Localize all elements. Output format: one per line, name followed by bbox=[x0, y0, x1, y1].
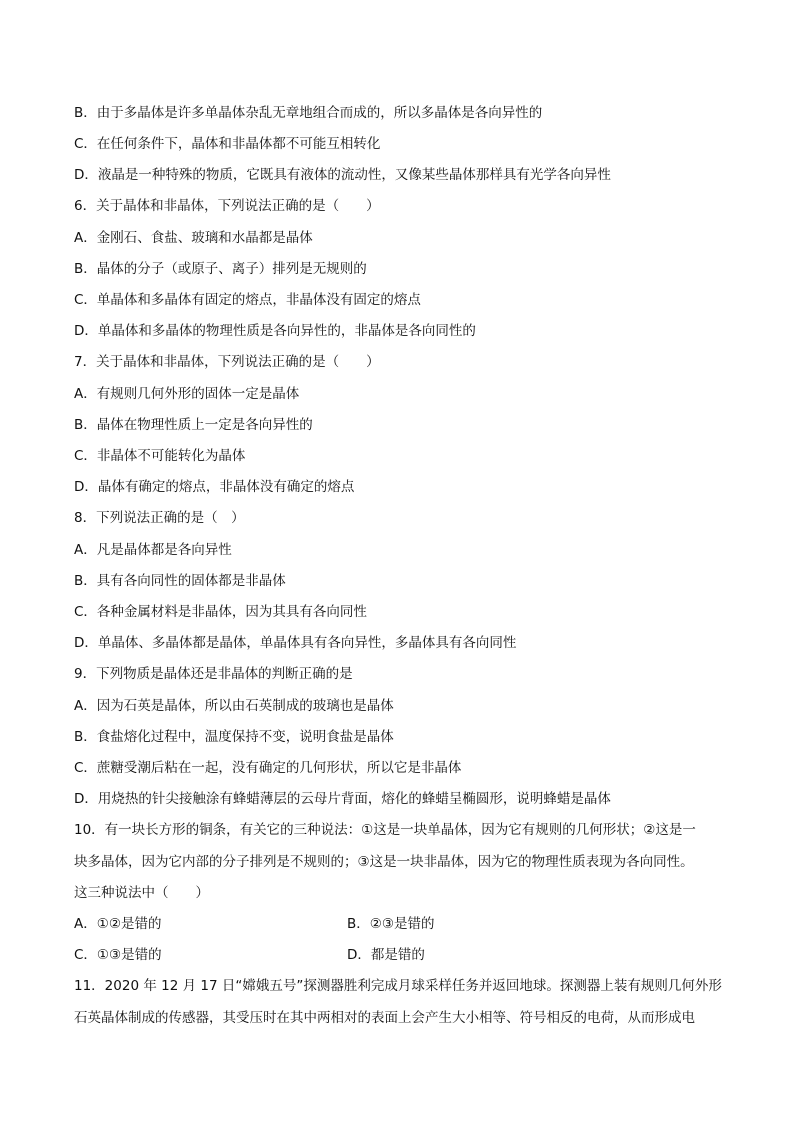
question-6-option-c: C．单晶体和多晶体有固定的熔点，非晶体没有固定的熔点 bbox=[74, 292, 421, 308]
question-8-option-c: C．各种金属材料是非晶体，因为其具有各向同性 bbox=[74, 604, 367, 620]
question-6-option-a: A．金刚石、食盐、玻璃和水晶都是晶体 bbox=[74, 230, 313, 246]
question-6: 6．关于晶体和非晶体，下列说法正确的是（ ） bbox=[74, 198, 380, 214]
option-d-liquid-crystal: D．液晶是一种特殊的物质，它既具有液体的流动性，又像某些晶体那样具有光学各向异性 bbox=[74, 167, 611, 183]
question-6-option-d: D．单晶体和多晶体的物理性质是各向异性的，非晶体是各向同性的 bbox=[74, 323, 476, 339]
question-9-option-a: A．因为石英是晶体，所以由石英制成的玻璃也是晶体 bbox=[74, 698, 394, 714]
question-6-option-b: B．晶体的分子（或原子、离子）排列是无规则的 bbox=[74, 261, 367, 277]
question-9-option-c: C．蔗糖受潮后粘在一起，没有确定的几何形状，所以它是非晶体 bbox=[74, 760, 462, 776]
question-10-line-3: 这三种说法中（ ） bbox=[74, 885, 209, 901]
option-b-polycrystal: B．由于多晶体是许多单晶体杂乱无章地组合而成的，所以多晶体是各向异性的 bbox=[74, 105, 543, 121]
question-9-option-d: D．用烧热的针尖接触涂有蜂蜡薄层的云母片背面，熔化的蜂蜡呈椭圆形，说明蜂蜡是晶体 bbox=[74, 791, 611, 807]
question-8: 8．下列说法正确的是（ ） bbox=[74, 510, 245, 526]
question-8-option-d: D．单晶体、多晶体都是晶体，单晶体具有各向异性，多晶体具有各向同性 bbox=[74, 635, 517, 651]
question-10-option-b: B．②③是错的 bbox=[347, 916, 435, 932]
question-7-option-b: B．晶体在物理性质上一定是各向异性的 bbox=[74, 417, 313, 433]
question-9-option-b: B．食盐熔化过程中，温度保持不变，说明食盐是晶体 bbox=[74, 729, 394, 745]
question-7-option-a: A．有规则几何外形的固体一定是晶体 bbox=[74, 386, 300, 402]
question-11-line-2: 石英晶体制成的传感器，其受压时在其中两相对的表面上会产生大小相等、符号相反的电荷，从而形成电 bbox=[74, 1010, 695, 1026]
question-7: 7．关于晶体和非晶体，下列说法正确的是（ ） bbox=[74, 354, 380, 370]
question-7-option-d: D．晶体有确定的熔点，非晶体没有确定的熔点 bbox=[74, 479, 355, 495]
question-10-line-2: 块多晶体，因为它内部的分子排列是不规则的；③这是一块非晶体，因为它的物理性质表现为各向同性。 bbox=[74, 854, 694, 870]
question-8-option-b: B．具有各向同性的固体都是非晶体 bbox=[74, 573, 286, 589]
question-10-option-d: D．都是错的 bbox=[347, 947, 425, 963]
question-7-option-c: C．非晶体不可能转化为晶体 bbox=[74, 448, 246, 464]
option-c-conversion: C．在任何条件下，晶体和非晶体都不可能互相转化 bbox=[74, 136, 381, 152]
question-10-option-c: C．①③是错的 bbox=[74, 947, 162, 963]
question-9: 9．下列物质是晶体还是非晶体的判断正确的是 bbox=[74, 666, 353, 682]
question-10-option-a: A．①②是错的 bbox=[74, 916, 162, 932]
question-10-line-1: 10．有一块长方形的铜条，有关它的三种说法：①这是一块单晶体，因为它有规则的几何形状；②这是一 bbox=[74, 822, 696, 838]
question-8-option-a: A．凡是晶体都是各向异性 bbox=[74, 542, 232, 558]
question-11-line-1: 11．2020 年 12 月 17 日“嫦娥五号”探测器胜利完成月球采样任务并返回地球。探测器上装有规则几何外形 bbox=[74, 978, 722, 994]
